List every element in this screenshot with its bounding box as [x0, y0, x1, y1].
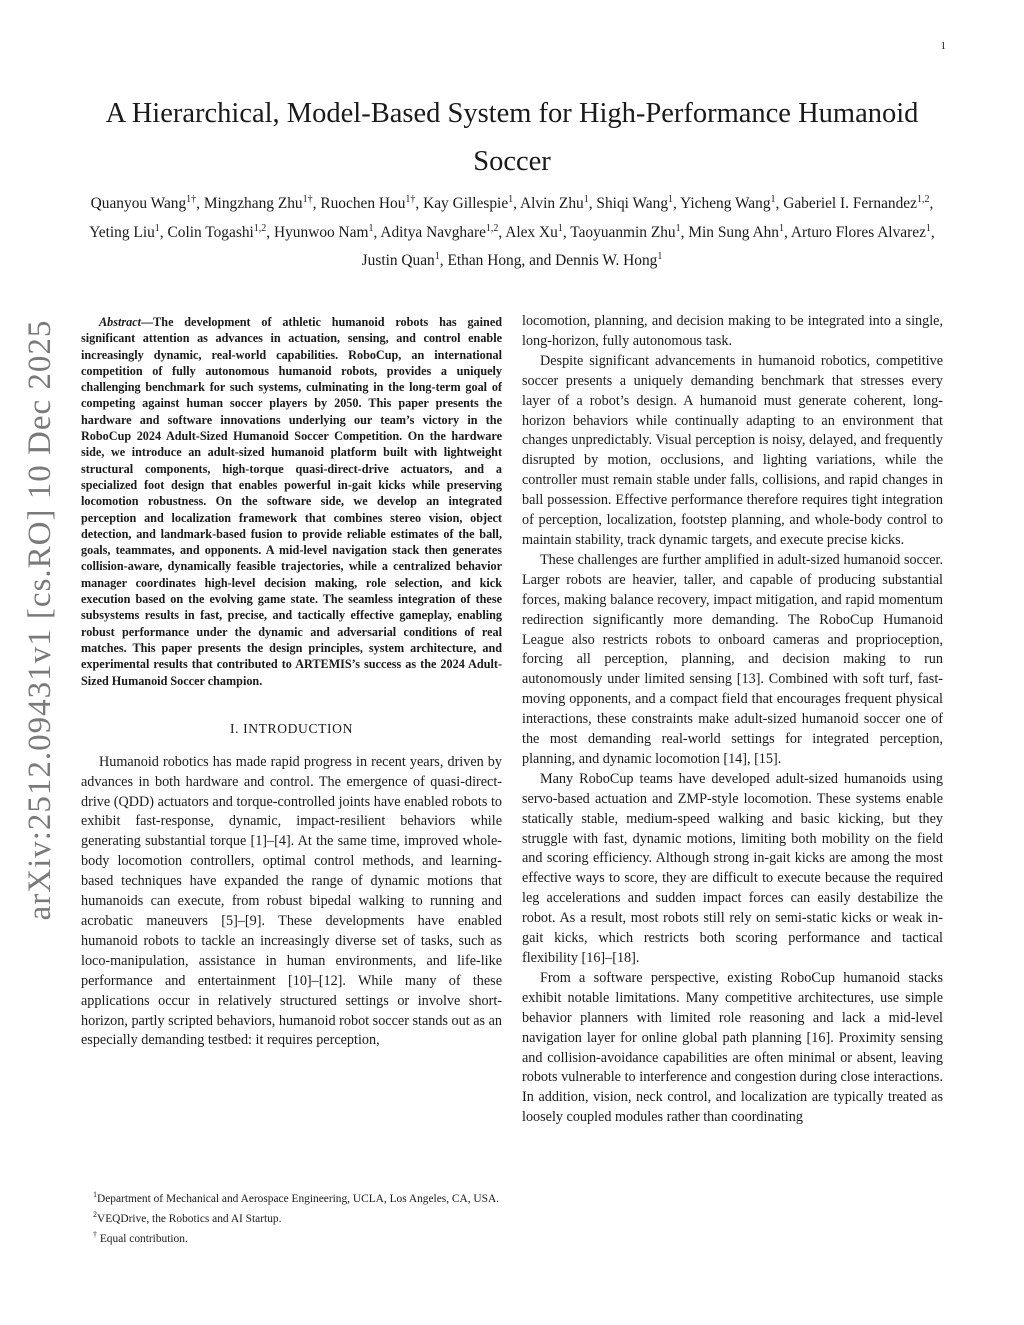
- body-paragraph: These challenges are further amplified in adult-sized humanoid soccer. Larger robots are heavier, taller, and capable of producing substantial forces, making balance recovery, impact mitigation, and rapid momentum redirection significantly more demanding. The RoboCup Humanoid League also restricts robots to onboard cameras and proprioception, forcing all perception, planning, and decision making to run autonomously under limited sensing [13]. Combined with soft turf, fast-moving opponents, and a compact field that encourages frequent physical interactions, these constraints make adult-sized humanoid soccer one of the most demanding real-world settings for integrated perception, planning, and dynamic locomotion [14], [15].: [522, 551, 943, 767]
- author-separator: ,: [439, 252, 448, 270]
- author-separator: ,: [498, 223, 506, 241]
- author-separator: ,: [312, 195, 321, 213]
- abstract: [81, 314, 502, 689]
- author-affiliation-mark: 1: [770, 194, 776, 205]
- introduction-body-continued: [522, 312, 943, 1128]
- author-separator: ,: [929, 195, 934, 213]
- abstract-text: The development of athletic humanoid robots has gained significant attention as advances in actuation, sensing, and control enable increasingly dynamic, real-world capabilities. RoboCup, an international competition of fully autonomous humanoid robots, provides a uniquely challenging benchmark for such systems, culminating in the long-term goal of competing against human soccer players by 2050. This paper presents the hardware and software innovations underlying our team’s victory in the RoboCup 2024 Adult-Sized Humanoid Soccer Competition. On the hardware side, we introduce an adult-sized humanoid platform built with lightweight structural components, high-torque quasi-direct-drive actuators, and a specialized foot design that enables powerful in-gait kicks while preserving locomotion robustness. On the software side, we develop an integrated perception and localization framework that combines stereo vision, object detection, and landmark-based fusion to provide reliable estimates of the ball, goals, teammates, and opponents. A mid-level navigation stack then generates collision-aware, dynamically feasible trajectories, while a centralized behavior manager coordinates high-level decision making, role selection, and kick execution based on the evolving game state. The seamless integration of these subsystems results in fast, precise, and tactically effective gameplay, enabling robust performance under the dynamic and adversarial conditions of real matches. This paper presents the design principles, system architecture, and experimental results that contributed to ARTEMIS’s success as the 2024 Adult-Sized Humanoid Soccer champion.: [81, 315, 502, 688]
- author-separator: ,: [513, 195, 521, 213]
- author-separator: , and: [521, 252, 556, 270]
- author-name: Ruochen Hou: [320, 195, 406, 213]
- author-name: Gaberiel I. Fernandez: [783, 195, 917, 213]
- author-separator: ,: [562, 223, 571, 241]
- author-affiliation-mark: 1: [778, 222, 784, 234]
- author-affiliation-mark: 1,2: [485, 222, 499, 234]
- body-paragraph: Many RoboCup teams have developed adult-sized humanoids using servo-based actuation and ZMP-style locomotion. These systems enable statically stable, medium-speed walking and basic kicking, but they struggle with fast, dynamic motions, limiting both mobility on the field and scoring efficiency. Although strong in-gait kicks are among the most effective ways to score, they are difficult to execute because the required leg accelerations and sudden impact forces can easily destabilize the robot. As a result, most robots still rely on semi-static kicks or weak in-gait kicks, which restricts both scoring performance and tactical flexibility [16]–[18].: [522, 770, 943, 966]
- author-affiliation-mark: 1: [675, 222, 681, 234]
- author-name: Alex Xu: [505, 223, 558, 241]
- body-paragraph: Despite significant advancements in humanoid robotics, competitive soccer presents a uniquely demanding benchmark that stresses every layer of a robot’s design. A humanoid must generate coherent, long-horizon behaviors while continually adapting to an environment that changes unpredictably. Visual perception is noisy, delayed, and frequently disrupted by motion, occlusions, and lighting variations, while the controller must remain stable under falls, collisions, and rapid changes in ball possession. Effective performance therefore requires tight integration of perception, localization, footstep planning, and whole-body control to maintain stability, track dynamic targets, and execute precise kicks.: [522, 352, 943, 548]
- author-affiliation-mark: 1†: [405, 194, 416, 205]
- author-affiliation-mark: 1: [583, 194, 589, 205]
- footnote-mark: †: [93, 1230, 97, 1239]
- author-name: Yeting Liu: [89, 223, 155, 241]
- arxiv-identifier-stamp: arXiv:2512.09431v1 [cs.RO] 10 Dec 2025: [22, 319, 58, 921]
- author-name: Justin Quan: [361, 252, 435, 270]
- page-number: 1: [940, 40, 946, 52]
- author-name: Arturo Flores Alvarez: [790, 223, 926, 241]
- introduction-body: [81, 753, 502, 1052]
- author-separator: ,: [373, 223, 381, 241]
- author-separator: ,: [673, 195, 681, 213]
- footnote: [81, 1207, 502, 1227]
- body-paragraph: Humanoid robotics has made rapid progress in recent years, driven by advances in both hardware and control. The emergence of quasi-direct-drive (QDD) actuators and torque-controlled joints have enabled robots to exhibit fast-response, dynamic, impact-resilient behaviors while generating substantial torque [1]–[4]. At the same time, improved whole-body locomotion controllers, optimal control methods, and learning-based techniques have expanded the range of dynamic motions that humanoids can execute, from robust bipedal walking to running and acrobatic maneuvers [5]–[9]. These developments have enabled humanoid robots to tackle an increasingly diverse set of tasks, such as loco-manipulation, assistance in human environments, and life-like performance and entertainment [10]–[12]. While many of these applications occur in relatively structured settings or involve short-horizon, partly scripted behaviors, humanoid robot soccer stands out as an especially demanding testbed: it requires perception,: [81, 753, 502, 1049]
- author-separator: ,: [266, 223, 274, 241]
- footnote-mark: 1: [93, 1190, 97, 1199]
- footnote-text: Department of Mechanical and Aerospace Engineering, UCLA, Los Angeles, CA, USA.: [97, 1192, 500, 1205]
- left-column: [81, 314, 502, 1051]
- author-separator: ,: [680, 223, 689, 241]
- author-separator: ,: [588, 195, 597, 213]
- author-affiliation-mark: 1,2: [253, 222, 267, 234]
- author-separator: ,: [196, 195, 204, 213]
- section-heading-introduction: I. INTRODUCTION: [229, 720, 354, 736]
- author-affiliation-mark: 1,2: [916, 194, 930, 205]
- author-name: Quanyou Wang: [90, 195, 187, 213]
- footnote: [81, 1187, 502, 1207]
- author-affiliation-mark: 1: [557, 222, 563, 234]
- body-paragraph: From a software perspective, existing RoboCup humanoid stacks exhibit notable limitations. Many competitive architectures, use simple behavior planners with limited role reasoning and lack a mid-level navigation layer for online global path planning [16]. Proximity sensing and collision-avoidance capabilities are often minimal or absent, leaving robots vulnerable to interference and congestion during close interactions. In addition, vision, neck control, and localization are typically treated as loosely coupled modules rather than coordinating: [522, 969, 943, 1126]
- author-list: [80, 188, 944, 274]
- footnote-text: Equal contribution.: [97, 1232, 188, 1245]
- author-affiliation-mark: 1†: [186, 194, 197, 205]
- paper-title: A Hierarchical, Model-Based System for High-Performance Humanoid Soccer: [105, 98, 919, 177]
- author-affiliation-mark: 1: [657, 251, 663, 263]
- author-separator: ,: [783, 223, 791, 241]
- author-name: Ethan Hong: [447, 252, 522, 270]
- author-separator: ,: [775, 195, 784, 213]
- author-name: Shiqi Wang: [596, 195, 669, 213]
- author-name: Yicheng Wang: [680, 195, 771, 213]
- author-affiliation-mark: 1: [154, 222, 160, 234]
- author-name: Hyunwoo Nam: [274, 223, 369, 241]
- body-paragraph: locomotion, planning, and decision making to be integrated into a single, long-horizon, fully autonomous task.: [522, 313, 943, 349]
- author-name: Kay Gillespie: [423, 195, 509, 213]
- author-affiliation-mark: 1: [668, 194, 674, 205]
- author-name: Colin Togashi: [167, 223, 254, 241]
- footnote-text: VEQDrive, the Robotics and AI Startup.: [97, 1212, 282, 1225]
- author-separator: ,: [159, 223, 168, 241]
- author-affiliation-mark: 1: [508, 194, 514, 205]
- author-name: Aditya Navghare: [380, 223, 486, 241]
- author-affiliation-mark: 1†: [302, 194, 313, 205]
- author-name: Dennis W. Hong: [555, 252, 658, 270]
- abstract-dash: —: [140, 315, 154, 329]
- author-name: Mingzhang Zhu: [203, 195, 303, 213]
- author-separator: ,: [930, 223, 935, 241]
- footnotes: [81, 1187, 502, 1247]
- abstract-label: Abstract: [99, 315, 141, 329]
- footnote-mark: 2: [93, 1210, 97, 1219]
- author-name: Alvin Zhu: [520, 195, 584, 213]
- author-affiliation-mark: 1: [434, 251, 440, 263]
- author-affiliation-mark: 1: [368, 222, 374, 234]
- author-name: Taoyuanmin Zhu: [570, 223, 676, 241]
- footnote: [81, 1227, 502, 1247]
- author-separator: ,: [415, 195, 424, 213]
- author-name: Min Sung Ahn: [688, 223, 779, 241]
- right-column: [522, 312, 943, 1128]
- author-affiliation-mark: 1: [925, 222, 931, 234]
